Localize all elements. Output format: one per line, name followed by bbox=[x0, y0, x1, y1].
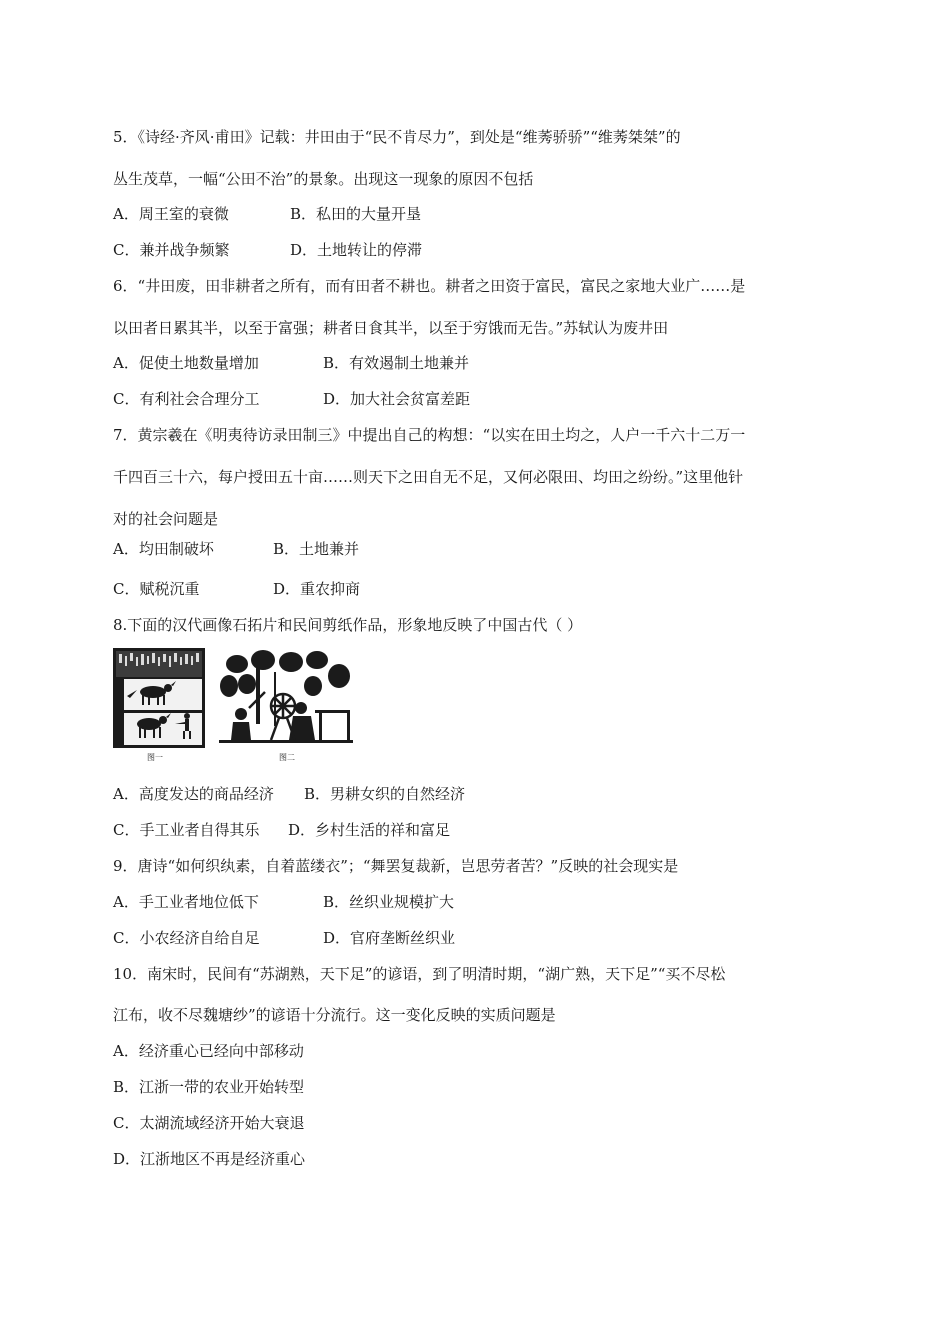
q9-option-b: B．丝织业规模扩大 bbox=[323, 893, 455, 911]
q7-stem-line-1: 7．黄宗羲在《明夷待访录田制三》中提出自己的构想：“以实在田土均之，人户一千六十二万一 bbox=[113, 426, 746, 444]
q7-option-d: D．重农抑商 bbox=[273, 580, 361, 598]
q8-option-b: B．男耕女织的自然经济 bbox=[304, 785, 466, 803]
q10-option-a: A．经济重心已经向中部移动 bbox=[113, 1042, 304, 1060]
q8-option-a: A．高度发达的商品经济 bbox=[113, 785, 274, 803]
q7-stem-line-2: 千四百三十六，每户授田五十亩……则天下之田自无不足，又何必限田、均田之纷纷。”这里他针 bbox=[113, 468, 744, 486]
q5-stem-line-2: 丛生茂草，一幅“公田不治”的景象。出现这一现象的原因不包括 bbox=[113, 170, 534, 188]
q8-stem-line-1: 8.下面的汉代画像石拓片和民间剪纸作品，形象地反映了中国古代（ ） bbox=[113, 616, 583, 634]
q6-option-b: B．有效遏制土地兼并 bbox=[323, 354, 470, 372]
weaving-papercut-icon bbox=[219, 648, 353, 744]
q10-option-c: C．太湖流域经济开始大衰退 bbox=[113, 1114, 305, 1132]
q5-option-b: B．私田的大量开垦 bbox=[290, 205, 422, 223]
ox-plowing-rubbing-icon bbox=[113, 648, 205, 748]
figure-two-papercut bbox=[219, 648, 353, 744]
q7-option-a: A．均田制破坏 bbox=[113, 540, 214, 558]
figure-one-caption: 图一 bbox=[147, 753, 163, 762]
q6-option-c: C．有利社会合理分工 bbox=[113, 390, 260, 408]
q9-option-c: C．小农经济自给自足 bbox=[113, 929, 260, 947]
q6-stem-line-1: 6．“井田废，田非耕者之所有，而有田者不耕也。耕者之田资于富民，富民之家地大业广……是 bbox=[113, 277, 746, 295]
q10-option-d: D．江浙地区不再是经济重心 bbox=[113, 1150, 306, 1168]
q10-stem-line-1: 10．南宋时，民间有“苏湖熟，天下足”的谚语，到了明清时期，“湖广熟，天下足”“买不尽松 bbox=[113, 965, 726, 983]
q9-option-a: A．手工业者地位低下 bbox=[113, 893, 259, 911]
q5-option-a: A．周王室的衰微 bbox=[113, 205, 229, 223]
q5-stem-line-1: 5．《诗经·齐风·甫田》记载：井田由于“民不肯尽力”，到处是“维莠骄骄”“维莠桀桀”的 bbox=[113, 128, 681, 146]
q7-option-b: B．土地兼并 bbox=[273, 540, 360, 558]
q6-option-a: A．促使土地数量增加 bbox=[113, 354, 259, 372]
q7-stem-line-3: 对的社会问题是 bbox=[113, 510, 219, 528]
figure-one-rubbing bbox=[113, 648, 205, 748]
q8-option-c: C．手工业者自得其乐 bbox=[113, 821, 260, 839]
q6-option-d: D．加大社会贫富差距 bbox=[323, 390, 471, 408]
q9-option-d: D．官府垄断丝织业 bbox=[323, 929, 456, 947]
q5-option-c: C．兼并战争频繁 bbox=[113, 241, 230, 259]
q8-figures bbox=[113, 648, 353, 766]
q7-option-c: C．赋税沉重 bbox=[113, 580, 200, 598]
q6-stem-line-2: 以田者日累其半，以至于富强；耕者日食其半，以至于穷饿而无告。”苏轼认为废井田 bbox=[113, 319, 669, 337]
q5-option-d: D．土地转让的停滞 bbox=[290, 241, 423, 259]
q10-stem-line-2: 江布，收不尽魏塘纱”的谚语十分流行。这一变化反映的实质问题是 bbox=[113, 1006, 556, 1024]
q9-stem-line-1: 9．唐诗“如何织纨素，自着蓝缕衣”；“舞罢复裁新，岂思劳者苦？”反映的社会现实是 bbox=[113, 857, 679, 875]
q10-option-b: B．江浙一带的农业开始转型 bbox=[113, 1078, 305, 1096]
q8-option-d: D．乡村生活的祥和富足 bbox=[288, 821, 451, 839]
figure-two-caption: 图二 bbox=[279, 753, 295, 762]
